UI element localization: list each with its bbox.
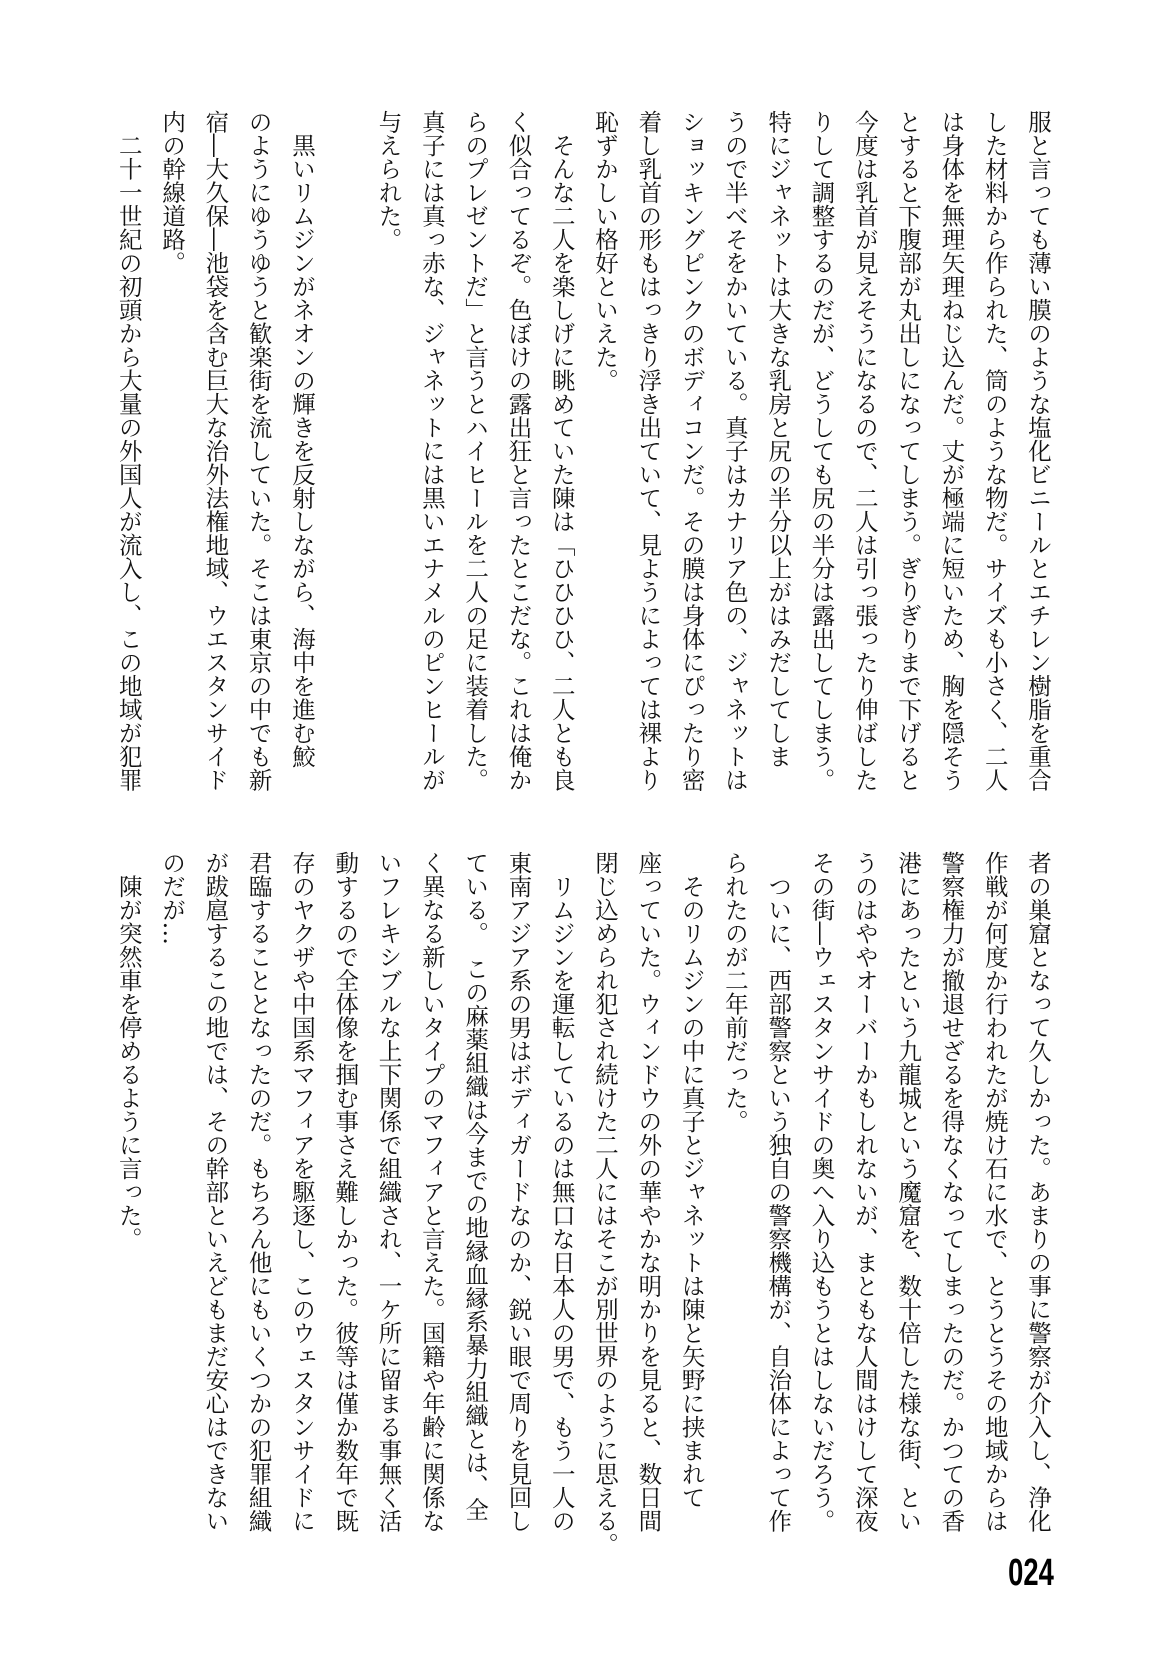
page-number: 024 (1008, 1552, 1054, 1594)
text-line: 着し乳首の形もはっきり浮き出ていて、見ようによっては裸より (634, 110, 663, 792)
text-line: うのはややオーバーかもしれないが、まともな人間はけして深夜 (850, 851, 879, 1533)
text-block-top (106, 110, 1059, 800)
text-line: その街―ウェスタンサイドの奥へ入り込もうとはしないだろう。 (807, 851, 836, 1533)
text-line: 黒いリムジンがネオンの輝きを反射しながら、海中を進む鮫 (287, 110, 316, 768)
text-line: 閉じ込められ犯され続けた二人にはそこが別世界のように思える。 (591, 851, 620, 1556)
text-line: 宿―大久保―池袋を含む巨大な治外法権地域、ウエスタンサイド (201, 110, 230, 792)
text-line: ショッキングピンクのボディコンだ。その膜は身体にぴったり密 (677, 110, 706, 792)
text-line: 存のヤクザや中国系マフィアを駆逐し、このウェスタンサイドに (287, 851, 316, 1533)
text-line: は身体を無理矢理ねじ込んだ。丈が極端に短いため、胸を隠そう (937, 110, 966, 792)
text-line: く似合ってるぞ。色ぼけの露出狂と言ったとこだな。これは俺か (504, 110, 533, 792)
text-line: 今度は乳首が見えそうになるので、二人は引っ張ったり伸ばした (850, 110, 879, 792)
text-line: 東南アジア系の男はボディガードなのか、鋭い眼で周りを見回し (504, 851, 533, 1533)
text-line: 恥ずかしい格好といえた。 (591, 110, 620, 392)
paragraph-gap (323, 110, 366, 800)
text-line: 陳が突然車を停めるように言った。 (114, 851, 143, 1251)
text-line: 君臨することとなったのだ。もちろん他にもいくつかの犯罪組織 (244, 851, 273, 1533)
text-line: 与えられた。 (374, 110, 403, 251)
text-line: 動するので全体像を掴む事さえ難しかった。彼等は僅か数年で既 (331, 851, 360, 1533)
text-line: ている。 この麻薬組織は今までの地縁血縁系暴力組織とは、全 (461, 851, 490, 1521)
text-line: とすると下腹部が丸出しになってしまう。ぎりぎりまで下げると (894, 110, 923, 792)
text-line: 者の巣窟となって久しかった。あまりの事に警察が介入し、浄化 (1024, 851, 1052, 1533)
text-line: 特にジャネットは大きな乳房と尻の半分以上がはみだしてしま (764, 110, 793, 768)
text-line: 二十一世紀の初頭から大量の外国人が流入し、この地域が犯罪 (114, 110, 143, 792)
text-line: 警察権力が撤退せざるを得なくなってしまったのだ。かつての香 (937, 851, 966, 1533)
text-line: られたのが二年前だった。 (720, 851, 749, 1133)
text-line: そのリムジンの中に真子とジャネットは陳と矢野に挟まれて (677, 851, 706, 1509)
text-line: く異なる新しいタイプのマフィアと言えた。国籍や年齢に関係な (417, 851, 446, 1533)
text-line: ついに、西部警察という独自の警察機構が、自治体によって作 (764, 851, 793, 1533)
text-line: りして調整するのだが、どうしても尻の半分は露出してしまう。 (807, 110, 836, 792)
text-line: 作戦が何度か行われたが焼け石に水で、とうとうその地域からは (980, 851, 1009, 1533)
text-line: 服と言っても薄い膜のような塩化ビニールとエチレン樹脂を重合 (1024, 110, 1052, 792)
text-line: らのプレゼントだ」と言うとハイヒールを二人の足に装着した。 (461, 110, 490, 792)
text-line: のだが… (158, 851, 187, 945)
text-line: リムジンを運転しているのは無口な日本人の男で、もう一人の (547, 851, 576, 1533)
text-block-bottom (106, 851, 1059, 1556)
text-line: した材料から作られた、筒のような物だ。サイズも小さく、二人 (980, 110, 1009, 792)
text-line: 座っていた。ウィンドウの外の華やかな明かりを見ると、数日間 (634, 851, 663, 1533)
text-line: うので半べそをかいている。真子はカナリア色の、ジャネットは (720, 110, 749, 792)
text-line: のようにゆうゆうと歓楽街を流していた。そこは東京の中でも新 (244, 110, 273, 792)
text-line: いフレキシブルな上下関係で組織され、一ケ所に留まる事無く活 (374, 851, 403, 1533)
text-line: が跋扈するこの地では、その幹部といえどもまだ安心はできない (201, 851, 230, 1533)
text-line: 港にあったという九龍城という魔窟を、数十倍した様な街、とい (894, 851, 923, 1533)
text-line: 内の幹線道路。 (158, 110, 187, 275)
text-line: そんな二人を楽しげに眺めていた陳は「ひひひひ、二人とも良 (547, 110, 576, 792)
text-line: 真子には真っ赤な、ジャネットには黒いエナメルのピンヒールが (417, 110, 446, 792)
